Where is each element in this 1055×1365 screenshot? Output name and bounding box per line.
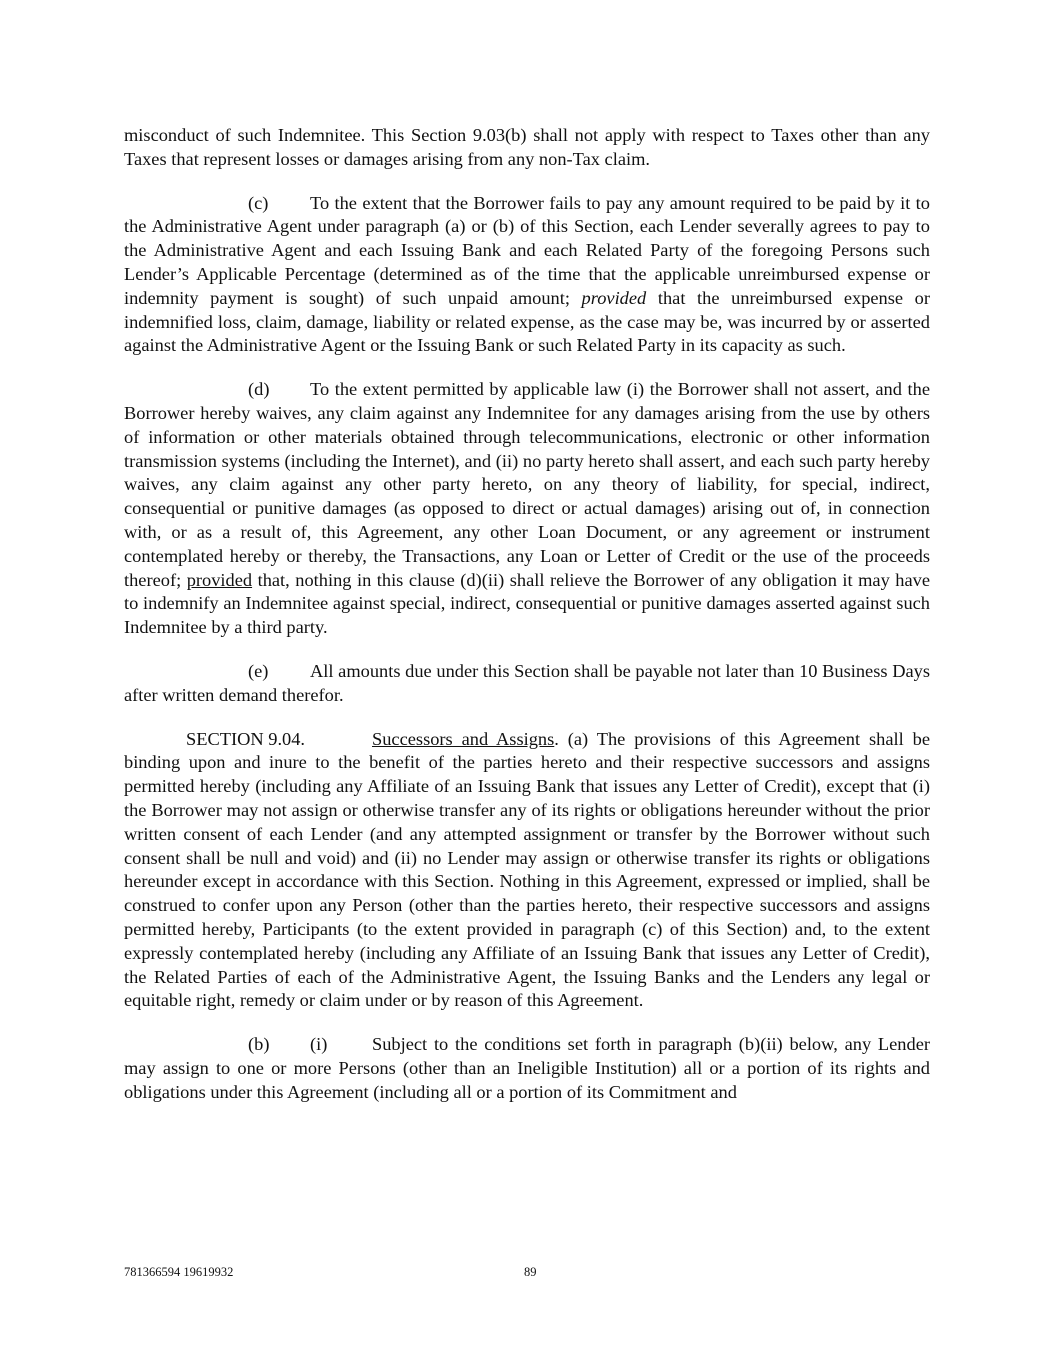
provided-emphasis: provided (581, 287, 647, 308)
paragraph-text: that, nothing in this clause (d)(ii) shall relieve the Borrower of any obligation it may have to indemnify an Indemnitee against special, indirect, consequential or punitive damages asserted against such Indemnitee by a third party. (124, 569, 931, 638)
paragraph-label: (c) (248, 192, 269, 213)
section-heading: Successors and Assigns (372, 728, 555, 749)
section-number: SECTION 9.04. (186, 728, 306, 749)
paragraph-sublabel: (i) (310, 1034, 328, 1055)
paragraph-b (124, 1033, 930, 1104)
section-9-04 (124, 728, 930, 1014)
paragraph-label: (e) (248, 660, 269, 681)
paragraph-c (124, 192, 930, 359)
footer-document-id: 781366594 19619932 (124, 1265, 234, 1279)
paragraph-text: To the extent permitted by applicable law (i) the Borrower shall not assert, and the Borrower hereby waives, any claim against any Indemnitee for any damages arising from the use by others of information or other materials obtained through telecommunications, electronic or other information transmission systems (including the Internet), and (ii) no party hereto shall assert, and each such party hereby waives, any claim against any other party hereto, on any theory of liability, for special, indirect, consequential or punitive damages (as opposed to direct or actual damages) arising out of, in connection with, or as a result of, this Agreement, any other Loan Document, or any agreement or instrument contemplated hereby or thereby, the Transactions, any Loan or Letter of Credit or the use of the proceeds thereof; (124, 379, 930, 590)
paragraph-e (124, 660, 930, 708)
paragraph-label: (d) (248, 379, 270, 400)
paragraph-text: To the extent that the Borrower fails to pay any amount required to be paid by it to the Administrative Agent under paragraph (a) or (b) of this Section, each Lender severally agrees to pay to the Administrative Agent and each Issuing Bank and each Related Party of the foregoing Persons such Lender’s Applicable Percentage (determined as of the time that the applicable unreimbursed expense or indemnity payment is sought) of such unpaid amount; (124, 192, 930, 308)
paragraph-text: that the unreimbursed expense or indemnified loss, claim, damage, liability or related expense, as the case may be, was incurred by or asserted against the Administrative Agent or the Issuing Bank or such Related Party in its capacity as such. (124, 287, 930, 356)
document-page (124, 124, 930, 1124)
paragraph-d (124, 378, 930, 640)
paragraph-text: misconduct of such Indemnitee. This Section 9.03(b) shall not apply with respect to Taxes other than any Taxes that represent losses or damages arising from any non-Tax claim. (124, 125, 930, 169)
paragraph-text: All amounts due under this Section shall be payable not later than 10 Business Days after written demand therefor. (124, 660, 930, 705)
provided-underlined: provided (186, 569, 253, 590)
paragraph-continuation (124, 124, 930, 172)
paragraph-text: . (a) The provisions of this Agreement shall be binding upon and inure to the benefit of the parties hereto and their respective successors and assigns permitted hereby (including any Affiliate of an Issuing Bank that issues any Letter of Credit), except that (i) the Borrower may not assign or otherwise transfer any of its rights or obligations hereunder without the prior written consent of each Lender (and any attempted assignment or transfer by the Borrower without such consent shall be null and void) and (ii) no Lender may assign or otherwise transfer its rights or obligations hereunder except in accordance with this Section. Nothing in this Agreement, expressed or implied, shall be construed to confer upon any Person (other than the parties hereto, their respective successors and assigns permitted hereby, Participants (to the extent provided in paragraph (c) of this Section) and, to the extent expressly contemplated hereby (including any Affiliate of an Issuing Bank that issues any Letter of Credit), the Related Parties of each of the Administrative Agent, the Issuing Banks and the Lenders any legal or equitable right, remedy or claim under or by reason of this Agreement. (124, 728, 930, 1011)
footer-page-number: 89 (524, 1265, 537, 1279)
paragraph-label: (b) (248, 1034, 270, 1055)
paragraph-text: Subject to the conditions set forth in paragraph (b)(ii) below, any Lender may assign to one or more Persons (other than an Ineligible Institution) all or a portion of its rights and obligations under this Agreement (including all or a portion of its Commitment and (124, 1034, 930, 1102)
